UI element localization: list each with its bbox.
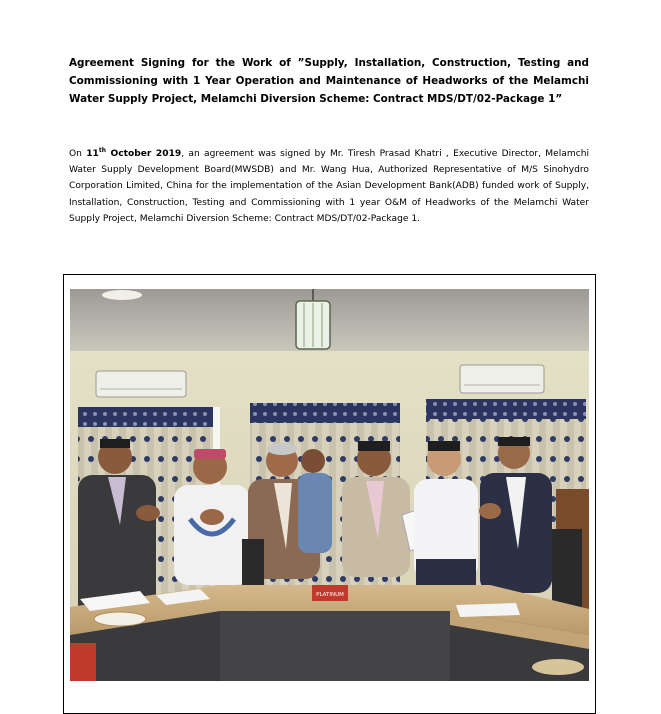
air-conditioner-left [96,371,186,397]
paper-sheet-right [456,603,520,617]
body-main-text: , an agreement was signed by Mr. Tiresh Prasad Khatri , Executive Director, Melamchi Water Supply Development Board(MWSDB) and Mr. Wang Hua, Authorized Representative of M/S Sinohydro Corporation Limited, China for the implementation of the Asian Development Bank(ADB) funded work of Supply, Installation, Construction, Testing and Commissioning with 1 year O&M of Headworks of the Melamchi Water Supply Project, Melamchi Diversion Scheme: Contract MDS/DT/02-Package 1. [69,149,589,224]
plate [94,612,146,626]
red-box [70,643,96,681]
signing-ceremony-photo [70,289,589,681]
photo-illustration [70,289,589,681]
title-quoted: ”Supply, Installation, Construction, Testing and Commissioning with 1 Year Operation and Maintenance of Headworks of the Melamchi Water Supply Project, Melamchi Diversion Scheme: Contract MDS/DT/02-Package 1” [69,57,589,105]
document-body [69,146,589,227]
document-title [69,54,589,108]
tissue-box-label: PLATINUM [316,592,344,598]
body-date-day: 11 [86,149,99,159]
snack-tray [532,659,584,675]
tissue-box [312,585,348,601]
air-conditioner-right [460,365,544,393]
body-date-suffix: th [98,146,106,154]
body-date-rest: October 2019 [105,149,182,159]
body-date [86,146,182,159]
title-part1: Agreement Signing for the Work of [69,57,298,69]
body-prefix: On [69,149,87,159]
photo-frame [63,274,596,714]
ceiling-light [102,290,142,300]
